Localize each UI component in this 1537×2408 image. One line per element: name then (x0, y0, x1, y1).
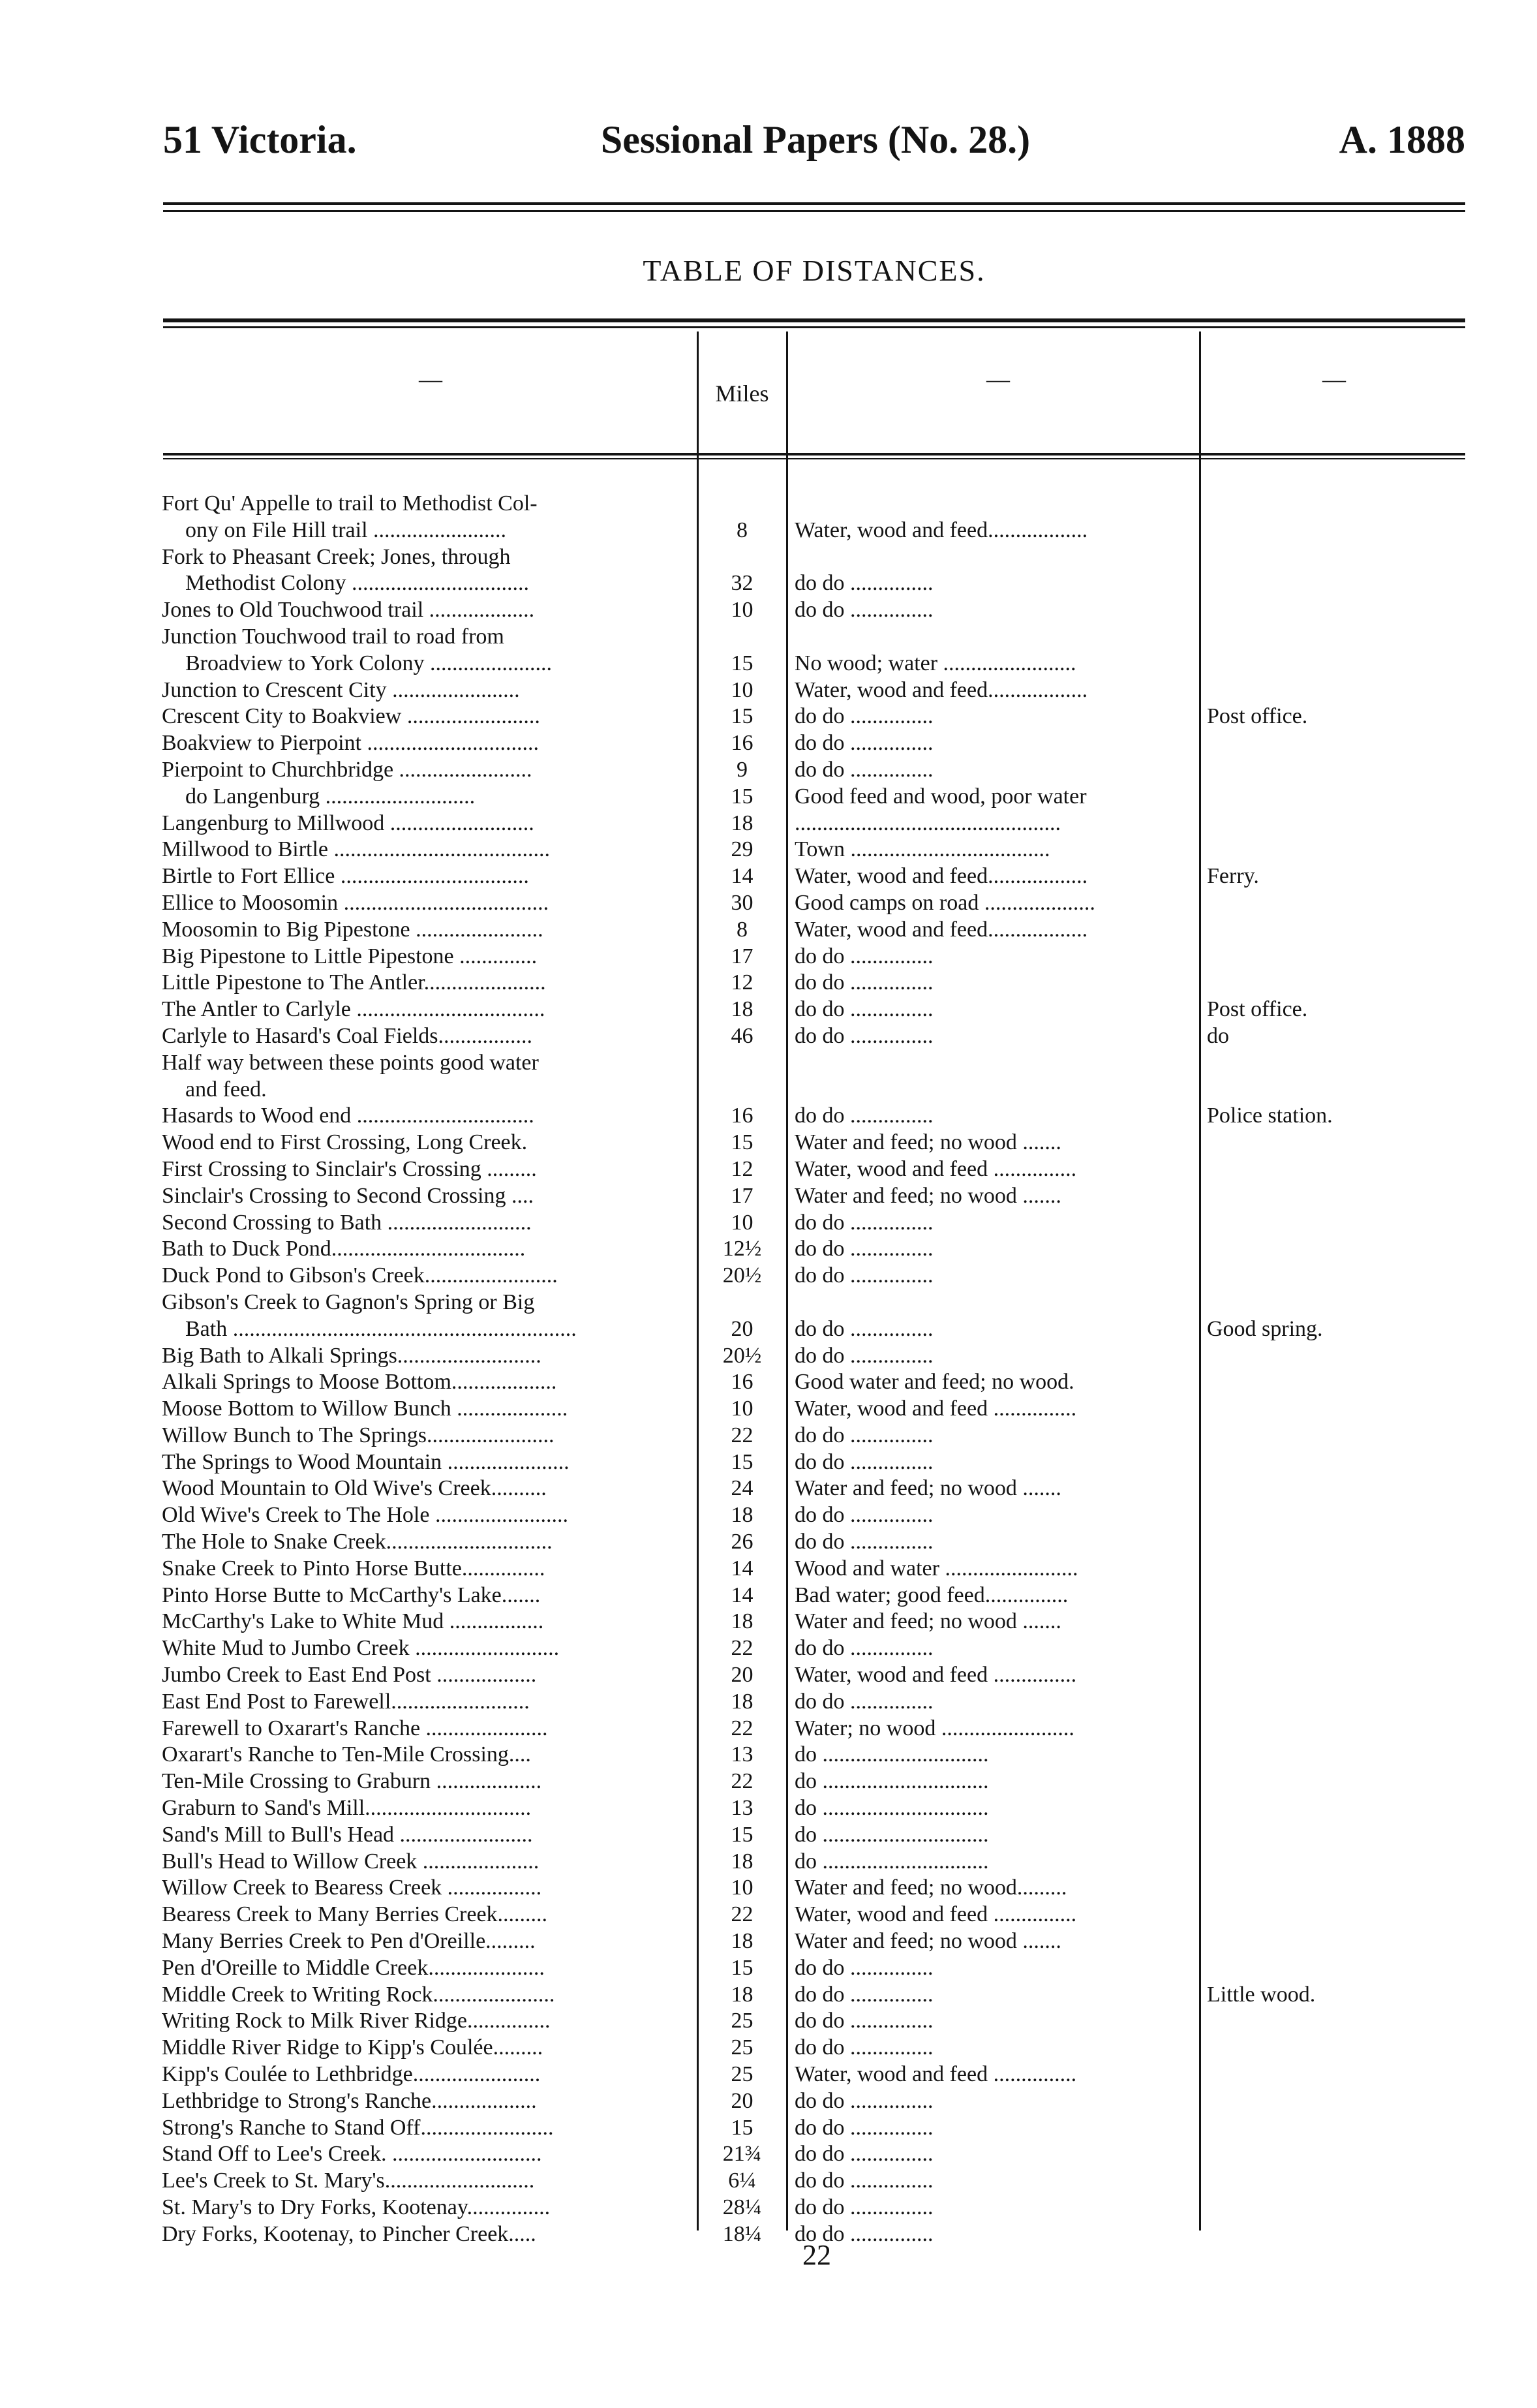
route-cell: Boakview to Pierpoint ............................... (162, 731, 539, 756)
route-cell: The Hole to Snake Creek.............................. (162, 1530, 553, 1554)
route-cell: McCarthy's Lake to White Mud ................. (162, 1609, 544, 1634)
table-row (0, 703, 1537, 730)
resources-cell: Wood and water ........................ (795, 1556, 1078, 1581)
route-cell: Wood Mountain to Old Wive's Creek.......... (162, 1476, 547, 1501)
resources-cell: do do ............... (795, 2142, 934, 2167)
miles-cell: 14 (731, 1582, 753, 1607)
resources-cell: do do ............... (795, 2195, 934, 2219)
table-row (0, 917, 1537, 944)
route-cell: Snake Creek to Pinto Horse Butte............... (162, 1556, 545, 1581)
resources-cell: Water and feed; no wood ....... (795, 1929, 1061, 1954)
table-row (0, 677, 1537, 704)
route-cell: Millwood to Birtle ....................................... (162, 837, 550, 862)
resources-cell: Water and feed; no wood ....... (795, 1130, 1061, 1155)
resources-cell: do do ............... (795, 2169, 934, 2193)
miles-cell: 13 (731, 1742, 753, 1767)
table-row (0, 1822, 1537, 1849)
title-rule-top (163, 318, 1465, 322)
miles-cell: 6¼ (728, 2169, 756, 2193)
table-row (0, 1475, 1537, 1502)
miles-cell: 30 (731, 890, 753, 915)
miles-cell: 25 (731, 2009, 753, 2033)
resources-cell: do .............................. (795, 1796, 989, 1821)
table-row (0, 944, 1537, 970)
remarks-cell: Ferry. (1207, 864, 1259, 889)
route-cell: Bearess Creek to Many Berries Creek......... (162, 1902, 548, 1927)
miles-cell: 18 (731, 1929, 753, 1954)
miles-cell: 25 (731, 2062, 753, 2087)
route-cell: Duck Pond to Gibson's Creek........................ (162, 1263, 558, 1288)
col-header-resources: — (986, 366, 1010, 392)
resources-cell: Water, wood and feed ............... (795, 1663, 1077, 1688)
route-cell: Junction Touchwood trail to road from (162, 624, 504, 649)
miles-cell: 16 (731, 731, 753, 756)
route-cell: Crescent City to Boakview ........................ (162, 704, 540, 729)
route-cell: Lee's Creek to St. Mary's........................... (162, 2169, 535, 2193)
table-row (0, 1742, 1537, 1768)
table-row (0, 2195, 1537, 2221)
table-row (0, 2141, 1537, 2168)
route-cell: Little Pipestone to The Antler...................... (162, 970, 546, 995)
route-cell: Hasards to Wood end ................................ (162, 1104, 534, 1128)
table-title: TABLE OF DISTANCES. (643, 254, 986, 287)
miles-cell: 14 (731, 864, 753, 889)
route-cell: Stand Off to Lee's Creek. ........................... (162, 2142, 542, 2167)
resources-cell: Water and feed; no wood ....... (795, 1609, 1061, 1634)
resources-cell: do do ............... (795, 598, 934, 623)
table-row (0, 1928, 1537, 1955)
route-cell: The Springs to Wood Mountain ...................... (162, 1449, 570, 1474)
resources-cell: do do ............... (795, 731, 934, 756)
table-row (0, 544, 1537, 571)
miles-cell: 15 (731, 1449, 753, 1474)
miles-cell: 15 (731, 1955, 753, 1980)
table-row (0, 2008, 1537, 2035)
table-row (0, 1982, 1537, 2009)
miles-cell: 14 (731, 1556, 753, 1581)
route-cell: Strong's Ranche to Stand Off........................ (162, 2115, 554, 2140)
miles-cell: 22 (731, 1636, 753, 1661)
remarks-cell: Post office. (1207, 997, 1308, 1022)
header-underline (163, 453, 1465, 455)
resources-cell: do do ............... (795, 1316, 934, 1341)
resources-cell: do do ............... (795, 1530, 934, 1554)
table-row (0, 1449, 1537, 1476)
table-row (0, 1396, 1537, 1423)
resources-cell: do do ............... (795, 1263, 934, 1288)
route-cell: Pierpoint to Churchbridge ........................ (162, 757, 532, 782)
route-cell: Bath .............................................................. (185, 1316, 577, 1341)
route-cell: East End Post to Farewell......................... (162, 1689, 530, 1714)
route-cell: Pinto Horse Butte to McCarthy's Lake....... (162, 1582, 541, 1607)
resources-cell: Town .................................... (795, 837, 1050, 862)
resources-cell: do .............................. (795, 1849, 989, 1874)
route-cell: Jones to Old Touchwood trail ................... (162, 598, 535, 623)
resources-cell: Water and feed; no wood......... (795, 1875, 1067, 1900)
route-cell: do Langenburg ........................... (185, 784, 476, 809)
route-cell: Old Wive's Creek to The Hole ........................ (162, 1503, 568, 1528)
miles-cell: 28¼ (722, 2195, 762, 2219)
miles-cell: 10 (731, 598, 753, 623)
miles-cell: 18 (731, 1609, 753, 1634)
table-row (0, 757, 1537, 784)
miles-cell: 16 (731, 1370, 753, 1395)
miles-cell: 20 (731, 1663, 753, 1688)
table-row (0, 1077, 1537, 1104)
route-cell: Alkali Springs to Moose Bottom................... (162, 1370, 557, 1395)
miles-cell: 18 (731, 1982, 753, 2007)
route-cell: Jumbo Creek to East End Post .................. (162, 1663, 537, 1688)
table-row (0, 1768, 1537, 1795)
miles-cell: 22 (731, 1716, 753, 1740)
resources-cell: Water; no wood ........................ (795, 1716, 1074, 1740)
resources-cell: do do ............... (795, 757, 934, 782)
table-row (0, 970, 1537, 996)
table-row (0, 2088, 1537, 2115)
col-header-miles: Miles (715, 380, 769, 407)
table-row (0, 1795, 1537, 1822)
table-row (0, 1263, 1537, 1289)
table-row (0, 1289, 1537, 1316)
resources-cell: Water, wood and feed.................. (795, 864, 1088, 889)
table-row (0, 2168, 1537, 2195)
miles-cell: 46 (731, 1023, 753, 1048)
route-cell: St. Mary's to Dry Forks, Kootenay............... (162, 2195, 551, 2219)
miles-cell: 13 (731, 1796, 753, 1821)
resources-cell: No wood; water ........................ (795, 651, 1076, 675)
table-row (0, 1689, 1537, 1716)
route-cell: Big Bath to Alkali Springs.......................... (162, 1343, 541, 1368)
resources-cell: do do ............... (795, 1982, 934, 2007)
route-cell: Broadview to York Colony ...................... (185, 651, 552, 675)
miles-cell: 12 (731, 1156, 753, 1181)
resources-cell: do do ............... (795, 1023, 934, 1048)
miles-cell: 15 (731, 651, 753, 675)
resources-cell: do do ............... (795, 704, 934, 729)
resources-cell: do do ............... (795, 944, 934, 968)
table-row (0, 1529, 1537, 1556)
table-row (0, 1902, 1537, 1928)
miles-cell: 22 (731, 1902, 753, 1927)
remarks-cell: Good spring. (1207, 1316, 1323, 1341)
miles-cell: 20½ (722, 1263, 762, 1288)
miles-cell: 18 (731, 1849, 753, 1874)
resources-cell: Water and feed; no wood ....... (795, 1183, 1061, 1208)
header-rule-top (163, 202, 1465, 205)
table-row (0, 996, 1537, 1023)
table-row (0, 624, 1537, 651)
route-cell: Langenburg to Millwood .......................... (162, 810, 534, 835)
miles-cell: 15 (731, 2115, 753, 2140)
route-cell: Pen d'Oreille to Middle Creek..................... (162, 1955, 545, 1980)
route-cell: Moosomin to Big Pipestone ....................... (162, 917, 543, 942)
miles-cell: 15 (731, 1130, 753, 1155)
miles-cell: 29 (731, 837, 753, 862)
resources-cell: Water, wood and feed ............... (795, 2062, 1077, 2087)
route-cell: Fork to Pheasant Creek; Jones, through (162, 544, 511, 569)
table-row (0, 1183, 1537, 1210)
route-cell: Methodist Colony ................................ (185, 571, 530, 596)
remarks-cell: Little wood. (1207, 1982, 1316, 2007)
resources-cell: do .............................. (795, 1769, 989, 1794)
resources-cell: do do ............... (795, 1343, 934, 1368)
miles-cell: 18 (731, 1689, 753, 1714)
table-row (0, 2061, 1537, 2088)
resources-cell: do do ............... (795, 1689, 934, 1714)
route-cell: Kipp's Coulée to Lethbridge....................... (162, 2062, 541, 2087)
miles-cell: 24 (731, 1476, 753, 1501)
table-row (0, 1023, 1537, 1050)
route-cell: Gibson's Creek to Gagnon's Spring or Big (162, 1289, 535, 1314)
table-row (0, 1343, 1537, 1370)
route-cell: Birtle to Fort Ellice .................................. (162, 864, 529, 889)
page-header (163, 117, 1465, 170)
header-underline-2 (163, 458, 1465, 459)
route-cell: Middle Creek to Writing Rock...................... (162, 1982, 555, 2007)
table-row (0, 517, 1537, 544)
header-publication: Sessional Papers (No. 28.) (600, 118, 1031, 161)
header-year: A. 1888 (1339, 118, 1465, 161)
table-row (0, 1156, 1537, 1183)
miles-cell: 18¼ (722, 2221, 762, 2246)
resources-cell: do do ............... (795, 2221, 934, 2246)
route-cell: ony on File Hill trail ........................ (185, 517, 507, 542)
table-row (0, 2035, 1537, 2061)
resources-cell: do do ............... (795, 1210, 934, 1235)
miles-cell: 15 (731, 1822, 753, 1847)
table-row (0, 1716, 1537, 1742)
route-cell: Sinclair's Crossing to Second Crossing .... (162, 1183, 534, 1208)
route-cell: Moose Bottom to Willow Bunch .................... (162, 1397, 568, 1421)
route-cell: Wood end to First Crossing, Long Creek. (162, 1130, 528, 1155)
header-session: 51 Victoria. (163, 118, 357, 161)
route-cell: The Antler to Carlyle .................................. (162, 997, 545, 1022)
table-row (0, 570, 1537, 597)
route-cell: Willow Bunch to The Springs....................... (162, 1423, 555, 1447)
route-cell: Fort Qu' Appelle to trail to Methodist Col- (162, 491, 538, 516)
route-cell: Dry Forks, Kootenay, to Pincher Creek..... (162, 2221, 536, 2246)
resources-cell: do do ............... (795, 2035, 934, 2060)
miles-cell: 18 (731, 810, 753, 835)
resources-cell: do do ............... (795, 2115, 934, 2140)
resources-cell: do do ............... (795, 1449, 934, 1474)
route-cell: and feed. (185, 1077, 267, 1102)
miles-cell: 20 (731, 2088, 753, 2113)
resources-cell: Good feed and wood, poor water (795, 784, 1087, 809)
resources-cell: Good camps on road .................... (795, 890, 1095, 915)
resources-cell: do do ............... (795, 2088, 934, 2113)
resources-cell: do .............................. (795, 1822, 989, 1847)
table-row (0, 1103, 1537, 1130)
miles-cell: 21¾ (722, 2142, 762, 2167)
resources-cell: Water, wood and feed.................. (795, 917, 1088, 942)
miles-cell: 20½ (722, 1343, 762, 1368)
route-cell: Ten-Mile Crossing to Graburn ................... (162, 1769, 542, 1794)
miles-cell: 26 (731, 1530, 753, 1554)
remarks-cell: Post office. (1207, 704, 1308, 729)
miles-cell: 10 (731, 1397, 753, 1421)
miles-cell: 22 (731, 1769, 753, 1794)
route-cell: Middle River Ridge to Kipp's Coulée......... (162, 2035, 543, 2060)
miles-cell: 8 (737, 517, 748, 542)
miles-cell: 15 (731, 784, 753, 809)
table-row (0, 1130, 1537, 1156)
route-cell: First Crossing to Sinclair's Crossing ......... (162, 1156, 537, 1181)
resources-cell: Water, wood and feed ............... (795, 1397, 1077, 1421)
table-row (0, 1582, 1537, 1609)
miles-cell: 10 (731, 677, 753, 702)
miles-cell: 20 (731, 1316, 753, 1341)
table-row (0, 1369, 1537, 1396)
resources-cell: do do ............... (795, 970, 934, 995)
table-row (0, 1875, 1537, 1902)
table-row (0, 1556, 1537, 1582)
page-number: 22 (802, 2239, 831, 2271)
route-cell: Lethbridge to Strong's Ranche................... (162, 2088, 537, 2113)
route-cell: Many Berries Creek to Pen d'Oreille......... (162, 1929, 536, 1954)
table-row (0, 1050, 1537, 1077)
route-cell: Writing Rock to Milk River Ridge............... (162, 2009, 551, 2033)
table-row (0, 1423, 1537, 1449)
route-cell: Oxarart's Ranche to Ten-Mile Crossing.... (162, 1742, 531, 1767)
table-row (0, 2115, 1537, 2142)
table-row (0, 784, 1537, 810)
route-cell: Bull's Head to Willow Creek ..................... (162, 1849, 540, 1874)
route-cell: Second Crossing to Bath .......................... (162, 1210, 532, 1235)
table-row (0, 1955, 1537, 1982)
resources-cell: Water, wood and feed.................. (795, 677, 1088, 702)
table-row (0, 491, 1537, 517)
route-cell: Ellice to Moosomin ..................................... (162, 890, 549, 915)
table-row (0, 1316, 1537, 1343)
title-rule-bottom (163, 326, 1465, 328)
miles-cell: 16 (731, 1104, 753, 1128)
table-row (0, 730, 1537, 757)
table-row (0, 863, 1537, 890)
miles-cell: 9 (737, 757, 748, 782)
route-cell: Farewell to Oxarart's Ranche ...................... (162, 1716, 548, 1740)
table-row (0, 837, 1537, 863)
table-row (0, 1609, 1537, 1635)
table-row (0, 1662, 1537, 1689)
table-row (0, 810, 1537, 837)
route-cell: Half way between these points good water (162, 1050, 539, 1075)
resources-cell: do do ............... (795, 1423, 934, 1447)
table-row (0, 890, 1537, 917)
table-row (0, 1210, 1537, 1237)
resources-cell: Water, wood and feed ............... (795, 1156, 1077, 1181)
route-cell: Willow Creek to Bearess Creek ................. (162, 1875, 542, 1900)
resources-cell: do do ............... (795, 1503, 934, 1528)
resources-cell: Water, wood and feed.................. (795, 517, 1088, 542)
table-row (0, 1635, 1537, 1662)
miles-cell: 17 (731, 944, 753, 968)
resources-cell: do do ............... (795, 1237, 934, 1261)
resources-cell: do do ............... (795, 571, 934, 596)
miles-cell: 12 (731, 970, 753, 995)
header-rule-bottom (163, 210, 1465, 212)
miles-cell: 22 (731, 1423, 753, 1447)
remarks-cell: do (1207, 1023, 1229, 1048)
miles-cell: 25 (731, 2035, 753, 2060)
resources-cell: do do ............... (795, 1636, 934, 1661)
table-row (0, 1236, 1537, 1263)
distance-table (0, 491, 1537, 2248)
resources-cell: Good water and feed; no wood. (795, 1370, 1074, 1395)
miles-cell: 12½ (722, 1237, 762, 1261)
resources-cell: do do ............... (795, 1955, 934, 1980)
col-header-remarks: — (1322, 366, 1346, 392)
table-row (0, 597, 1537, 624)
remarks-cell: Police station. (1207, 1104, 1333, 1128)
resources-cell: do do ............... (795, 997, 934, 1022)
table-row (0, 1849, 1537, 1875)
resources-cell: Water, wood and feed ............... (795, 1902, 1077, 1927)
route-cell: Carlyle to Hasard's Coal Fields................. (162, 1023, 533, 1048)
miles-cell: 8 (737, 917, 748, 942)
route-cell: Sand's Mill to Bull's Head ........................ (162, 1822, 533, 1847)
route-cell: Junction to Crescent City ....................... (162, 677, 520, 702)
resources-cell: Bad water; good feed............... (795, 1582, 1069, 1607)
col-header-route: — (419, 366, 442, 392)
table-row (0, 651, 1537, 677)
miles-cell: 15 (731, 704, 753, 729)
resources-cell: do .............................. (795, 1742, 989, 1767)
route-cell: Big Pipestone to Little Pipestone .............. (162, 944, 538, 968)
miles-cell: 10 (731, 1210, 753, 1235)
resources-cell: do do ............... (795, 2009, 934, 2033)
miles-cell: 10 (731, 1875, 753, 1900)
route-cell: Graburn to Sand's Mill.............................. (162, 1796, 532, 1821)
miles-cell: 17 (731, 1183, 753, 1208)
table-row (0, 1502, 1537, 1529)
resources-cell: do do ............... (795, 1104, 934, 1128)
miles-cell: 18 (731, 1503, 753, 1528)
route-cell: White Mud to Jumbo Creek .......................... (162, 1636, 560, 1661)
miles-cell: 18 (731, 997, 753, 1022)
resources-cell: ................................................ (795, 810, 1061, 835)
miles-cell: 32 (731, 571, 753, 596)
table-row (0, 2221, 1537, 2248)
route-cell: Bath to Duck Pond................................... (162, 1237, 526, 1261)
resources-cell: Water and feed; no wood ....... (795, 1476, 1061, 1501)
